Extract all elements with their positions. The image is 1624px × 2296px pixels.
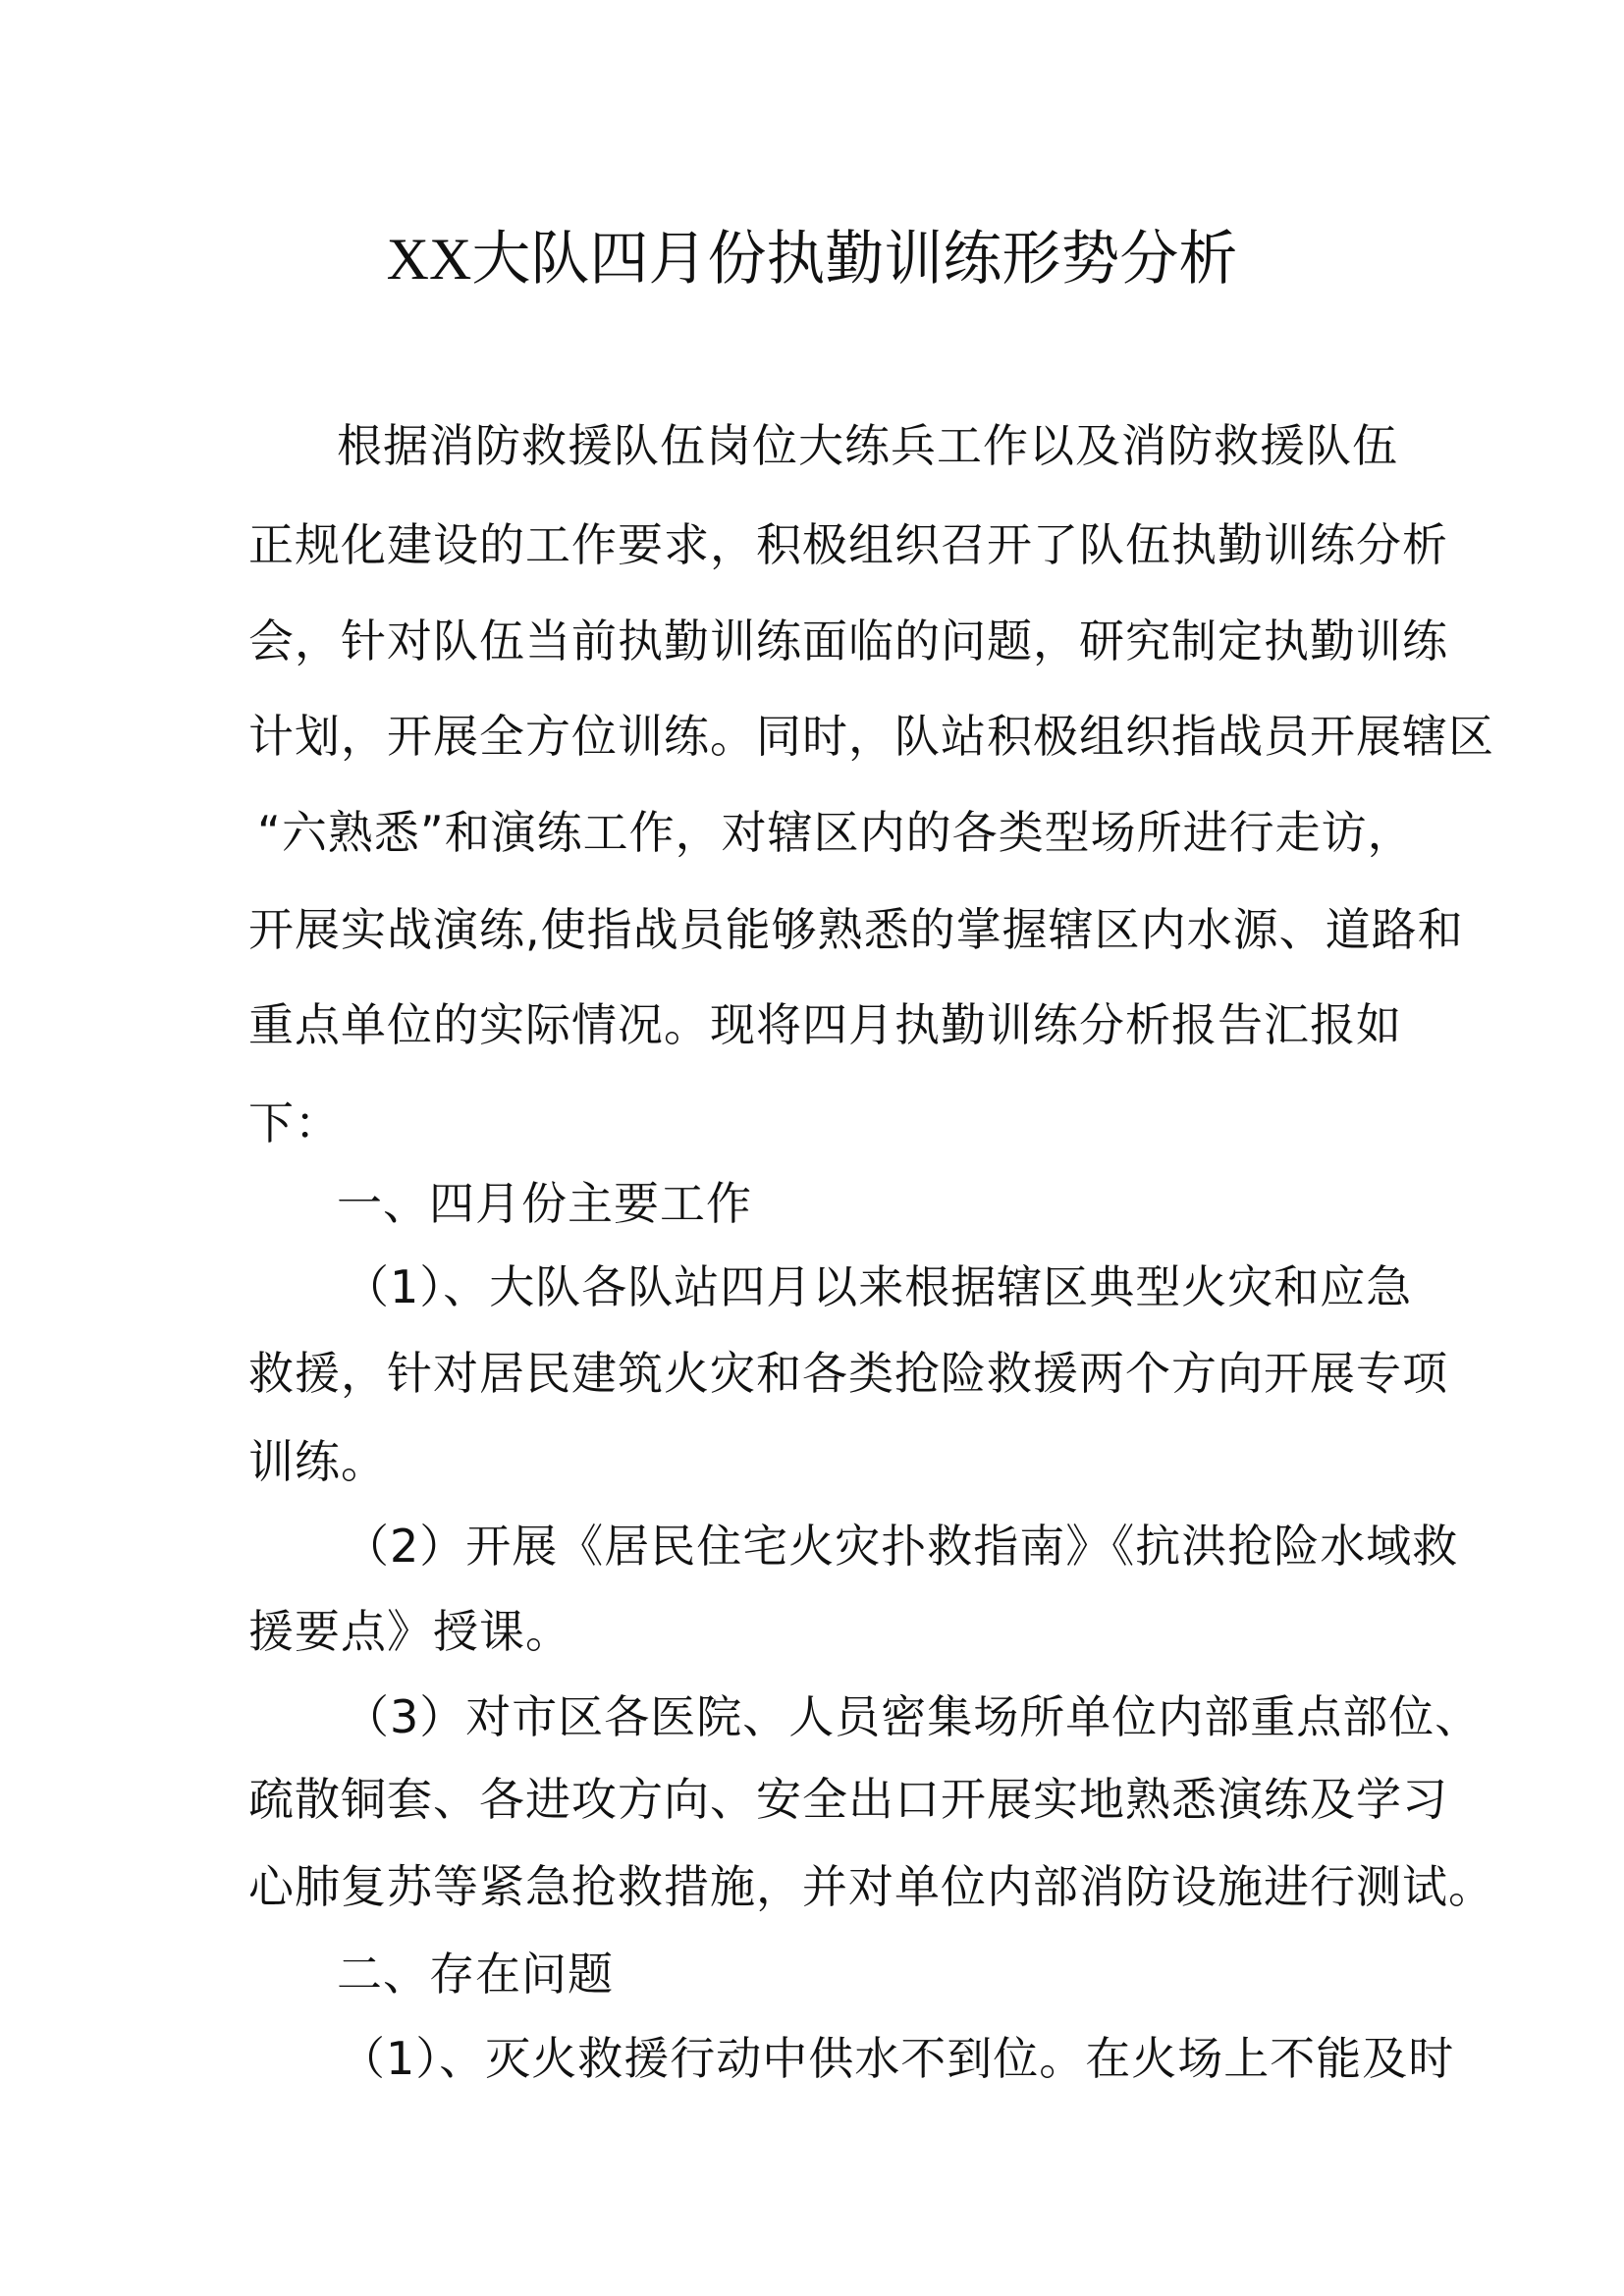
paragraph-line: （1）、灭火救援行动中供水不到位。在火场上不能及时 <box>340 2032 1455 2085</box>
title-text: 大队四月份执勤训练形势分析 <box>471 225 1238 294</box>
paragraph-line: 计划，开展全方位训练。同时，队站积极组织指战员开展辖区 <box>248 710 1494 763</box>
paragraph-line: 开展实战演练,使指战员能够熟悉的掌握辖区内水源、道路和 <box>248 903 1464 956</box>
section-heading: 二、存在问题 <box>337 1948 614 2001</box>
paragraph-line: “六熟悉”和演练工作，对辖区内的各类型场所进行走访， <box>257 806 1414 859</box>
paragraph-line: 重点单位的实际情况。现将四月执勤训练分析报告汇报如 <box>248 998 1402 1051</box>
paragraph-line: 救援，针对居民建筑火灾和各类抢险救援两个方向开展专项 <box>248 1347 1448 1400</box>
document-title <box>0 224 1624 294</box>
paragraph-line: （3）对市区各医院、人员密集场所单位内部重点部位、 <box>344 1690 1482 1743</box>
paragraph-line: 根据消防救援队伍岗位大练兵工作以及消防救援队伍 <box>337 419 1398 472</box>
paragraph-line: （1）、大队各队站四月以来根据辖区典型火灾和应急 <box>344 1260 1413 1313</box>
paragraph-line: 会，针对队伍当前执勤训练面临的问题，研究制定执勤训练 <box>248 614 1448 667</box>
paragraph-line: 援要点》授课。 <box>248 1605 571 1658</box>
paragraph-line: 正规化建设的工作要求，积极组织召开了队伍执勤训练分析 <box>248 518 1448 571</box>
paragraph-line: 下： <box>248 1096 341 1149</box>
paragraph-line: 心肺复苏等紧急抢救措施，并对单位内部消防设施进行测试。 <box>248 1860 1494 1913</box>
section-heading: 一、四月份主要工作 <box>337 1177 752 1230</box>
title-prefix: XX <box>386 227 472 292</box>
paragraph-line: 疏散铜套、各进攻方向、安全出口开展实地熟悉演练及学习 <box>248 1773 1448 1826</box>
paragraph-line: 训练。 <box>248 1435 387 1488</box>
paragraph-line: （2）开展《居民住宅火灾扑救指南》《抗洪抢险水域救 <box>344 1520 1459 1573</box>
